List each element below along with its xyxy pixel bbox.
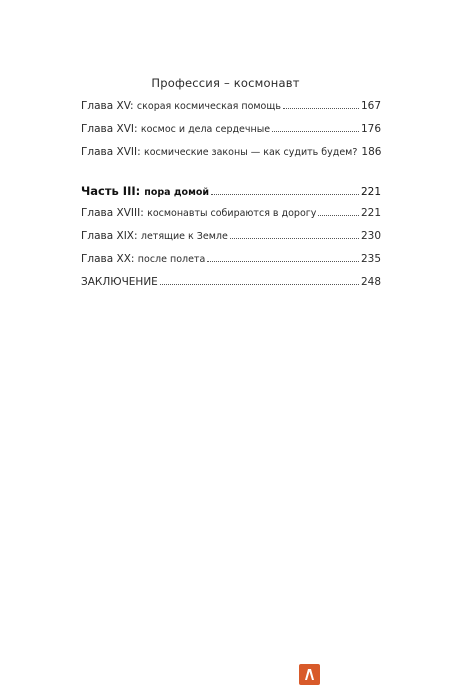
toc-entry-label: Глава XVII (81, 146, 138, 158)
toc-entry-label: Глава XVIII (81, 207, 141, 219)
toc-entry-title: скорая космическая помощь (136, 101, 281, 112)
toc-entry-label: Глава XX (81, 253, 131, 265)
toc-entry: Глава XX: после полета 235 (81, 253, 381, 265)
running-head: Профессия – космонавт (151, 76, 300, 90)
toc-entry-label: ЗАКЛЮЧЕНИЕ (81, 276, 158, 288)
toc-entry-title: летящие к Земле (140, 231, 228, 242)
toc-entry-page: 186 (361, 146, 382, 158)
dot-leader (272, 130, 359, 132)
toc-entry-title: космонавты собираются в дорогу (147, 208, 317, 219)
dot-leader (207, 260, 359, 262)
dot-leader (318, 214, 359, 216)
dot-leader (283, 107, 359, 109)
toc-entry-label: Глава XV (81, 100, 131, 112)
toc-entry (81, 276, 381, 288)
toc-entry: Глава XV: скорая космическая помощь 167 (81, 100, 381, 112)
toc-entry-page: 221 (360, 207, 381, 219)
toc-entry: Глава XVII: космические законы — как судить будем? 186 (81, 146, 382, 158)
toc-entry-page: 248 (360, 276, 381, 288)
dot-leader (160, 283, 359, 285)
toc-entry-label: Глава XIX (81, 230, 134, 242)
toc-entry-title: космические законы — как судить будем? (143, 147, 358, 158)
toc-entry-page: 230 (360, 230, 381, 242)
publisher-logo-icon (299, 664, 320, 685)
toc-entry-page: 221 (360, 186, 381, 198)
toc-entry: Глава XVIII: космонавты собираются в дорогу 221 (81, 207, 381, 219)
toc-entry: Глава XIX: летящие к Земле 230 (81, 230, 381, 242)
toc-entry-page: 235 (360, 253, 381, 265)
dot-leader (230, 237, 359, 239)
toc-entry-page: 176 (360, 123, 381, 135)
toc-entry-title: космос и дела сердечные (140, 124, 271, 135)
dot-leader (211, 193, 359, 195)
toc-entry-title: после полета (137, 254, 206, 265)
toc-part-entry: Часть III: пора домой 221 (81, 184, 381, 198)
toc-entry: Глава XVI: космос и дела сердечные 176 (81, 123, 381, 135)
toc-entry-title: пора домой (144, 187, 210, 198)
toc-entry-label: Глава XVI (81, 123, 134, 135)
toc-entry-label: Часть III (81, 184, 136, 198)
toc-entry-page: 167 (360, 100, 381, 112)
